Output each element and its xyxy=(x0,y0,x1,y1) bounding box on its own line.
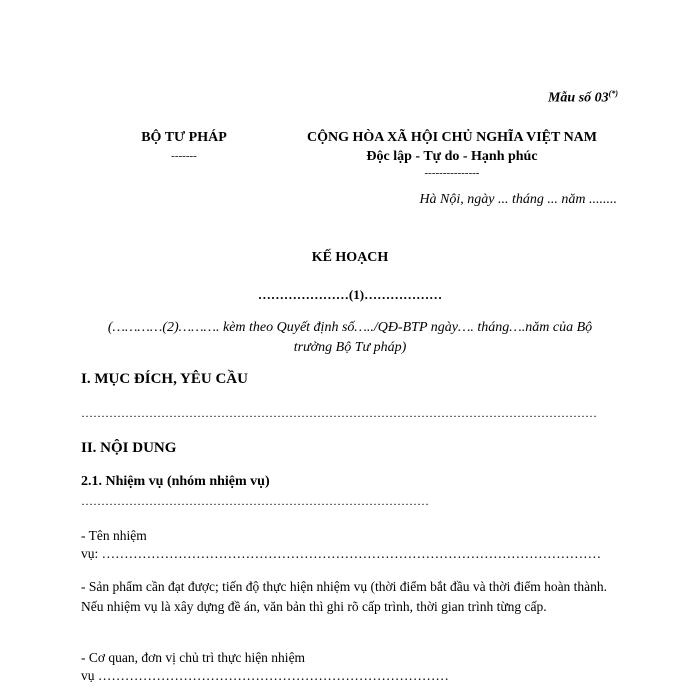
document-title: KẾ HOẠCH xyxy=(311,250,389,265)
section-1-dots: ………………………………………………………………………………………………………………… xyxy=(81,406,597,420)
agency-line1: - Cơ quan, đơn vị chủ trì thực hiện nhiệm xyxy=(81,650,306,665)
place-date: Hà Nội, ngày ... tháng ... năm ........ xyxy=(419,192,617,207)
task-name-line2: vụ: ………………………………………………………………………………………………… xyxy=(81,546,602,561)
ministry-name: BỘ TƯ PHÁP xyxy=(141,130,227,145)
section-2-1-heading: 2.1. Nhiệm vụ (nhóm nhiệm vụ) xyxy=(81,474,270,489)
motto-rule: --------------- xyxy=(424,167,480,179)
section-2-heading: II. NỘI DUNG xyxy=(81,440,177,456)
form-number: Mẫu số 03(*) xyxy=(547,89,618,106)
ministry-rule: ------- xyxy=(171,150,197,162)
agency-line2: vụ …………………………………………………………………… xyxy=(81,668,449,683)
document-note: (…………(2)………. kèm theo Quyết định số…../QĐ-BTP ngày…. tháng….năm của Bộ trưởng Bộ Tư pháp) xyxy=(107,320,593,355)
document-subtitle: …………………(1)……………… xyxy=(257,287,443,302)
motto: Độc lập - Tự do - Hạnh phúc xyxy=(366,149,538,164)
section-1-heading: I. MỤC ĐÍCH, YÊU CẦU xyxy=(81,371,248,387)
section-2-1-dots: …………………………………………………………………………… xyxy=(81,494,429,508)
form-number-mark: (*) xyxy=(608,89,618,98)
nation-name: CỘNG HÒA XÃ HỘI CHỦ NGHĨA VIỆT NAM xyxy=(306,130,597,145)
product-text: - Sản phẩm cần đạt được; tiến độ thực hiện nhiệm vụ (thời điểm bắt đầu và thời điểm hoàn thành. Nếu nhiệm vụ là xây dựng đề án, văn bản thì ghi rõ cấp trình, thời gian trình từng cấp. xyxy=(81,579,608,614)
task-name-line1: - Tên nhiệm xyxy=(81,528,147,543)
